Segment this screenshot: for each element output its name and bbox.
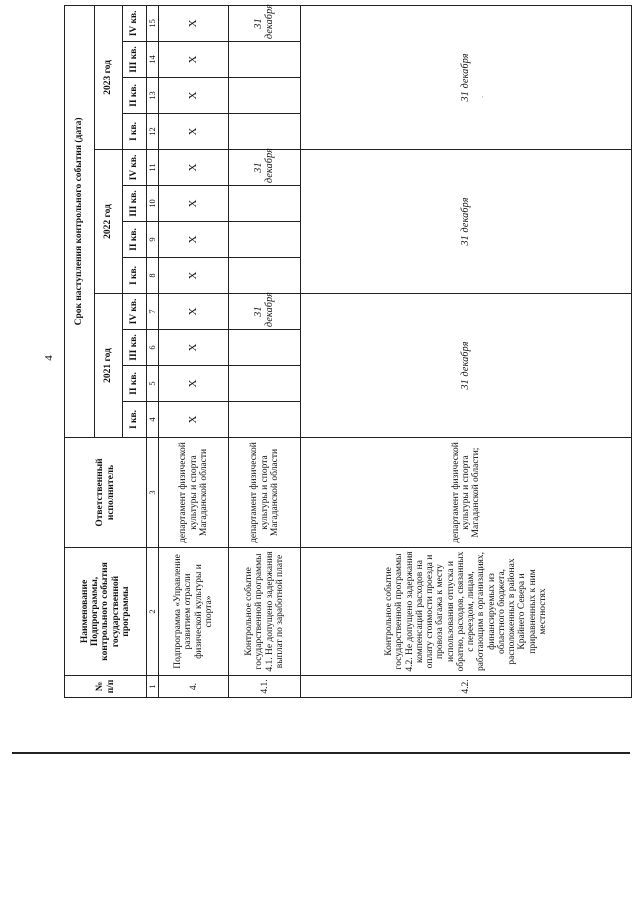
column-number: 15 [147, 5, 159, 41]
header-quarter: I кв. [123, 402, 147, 438]
empty-cell [229, 330, 301, 366]
quarter-mark: X [159, 5, 229, 41]
row-no: 4.1. [229, 676, 301, 698]
row-executor: департамент физической культуры и спорта Магаданской области [229, 438, 301, 548]
header-quarter: IV кв. [123, 150, 147, 186]
deadline-date: 31 декабря [229, 5, 301, 41]
empty-cell [229, 258, 301, 294]
empty-cell [229, 42, 301, 78]
quarter-mark: X [159, 402, 229, 438]
quarter-mark: X [159, 294, 229, 330]
header-quarter: II кв. [123, 78, 147, 114]
quarter-mark: X [159, 366, 229, 402]
header-year-2022: 2022 год [95, 150, 123, 294]
header-quarter: IV кв. [123, 5, 147, 41]
quarter-mark: X [159, 258, 229, 294]
row-executor: департамент физической культуры и спорта Магаданской области [159, 438, 229, 548]
column-number: 2 [147, 548, 159, 676]
row-name: Контрольное событие государственной программы 4.2. Не допущено задержания компенсаций расходов на оплату стоимости проезда и провоза багажа к месту использования отпуска и обратно, расходов, связанных с переездом, лицам, работающим в организациях, финансируемых из областного бюджета, расположенных в районах Крайнего Севера и приравненных к ним местностях [301, 548, 632, 676]
header-no: № п/п [65, 676, 147, 698]
quarter-mark: X [159, 330, 229, 366]
empty-cell [229, 366, 301, 402]
empty-cell [229, 186, 301, 222]
deadline-date: 31 декабря [301, 150, 632, 294]
deadline-date: 31 декабря [229, 150, 301, 186]
header-quarter: III кв. [123, 186, 147, 222]
empty-cell [229, 78, 301, 114]
table-row [301, 5, 632, 697]
header-quarter: III кв. [123, 330, 147, 366]
rotated-table-container [64, 4, 631, 698]
column-number: 13 [147, 78, 159, 114]
deadline-date: 31 декабря [301, 5, 632, 149]
quarter-mark: X [159, 222, 229, 258]
quarter-mark: X [159, 42, 229, 78]
column-number: 6 [147, 330, 159, 366]
column-number: 11 [147, 150, 159, 186]
column-number: 7 [147, 294, 159, 330]
column-number: 8 [147, 258, 159, 294]
quarter-mark: X [159, 114, 229, 150]
header-deadline: Срок наступления контрольного события (дата) [65, 5, 95, 437]
column-number: 9 [147, 222, 159, 258]
header-quarter: IV кв. [123, 294, 147, 330]
header-quarter: I кв. [123, 258, 147, 294]
table-row [229, 5, 301, 697]
row-name: Контрольное событие государственной программы 4.1. Не допущено задержания выплат по заработной плате [229, 548, 301, 676]
column-number: 14 [147, 42, 159, 78]
empty-cell [229, 402, 301, 438]
header-quarter: I кв. [123, 114, 147, 150]
row-no: 4.2. [301, 676, 632, 698]
header-quarter: III кв. [123, 42, 147, 78]
column-number: 12 [147, 114, 159, 150]
control-events-table [64, 5, 632, 698]
column-number: 5 [147, 366, 159, 402]
header-year-2021: 2021 год [95, 294, 123, 438]
table-row [159, 5, 229, 697]
header-name: Наименование Подпрограммы, контрольного события государственной программы [65, 548, 147, 676]
empty-cell [229, 222, 301, 258]
column-number: 1 [147, 676, 159, 698]
header-quarter: II кв. [123, 222, 147, 258]
deadline-date: 31 декабря [301, 294, 632, 438]
column-number: 4 [147, 402, 159, 438]
row-executor: департамент физической культуры и спорта Магаданской области; [301, 438, 632, 548]
header-quarter: II кв. [123, 366, 147, 402]
quarter-mark: X [159, 150, 229, 186]
column-number: 3 [147, 438, 159, 548]
row-no: 4. [159, 676, 229, 698]
deadline-date: 31 декабря [229, 294, 301, 330]
horizontal-rule [12, 752, 630, 754]
row-name: Подпрограмма «Управление развитием отрасли физической культуры и спорта» [159, 548, 229, 676]
quarter-mark: X [159, 186, 229, 222]
page-number: 4 [42, 355, 55, 361]
header-year-2023: 2023 год [95, 5, 123, 149]
scan-artifact: ′ [482, 96, 484, 102]
column-number: 10 [147, 186, 159, 222]
empty-cell [229, 114, 301, 150]
header-executor: Ответственный исполнитель [65, 438, 147, 548]
quarter-mark: X [159, 78, 229, 114]
